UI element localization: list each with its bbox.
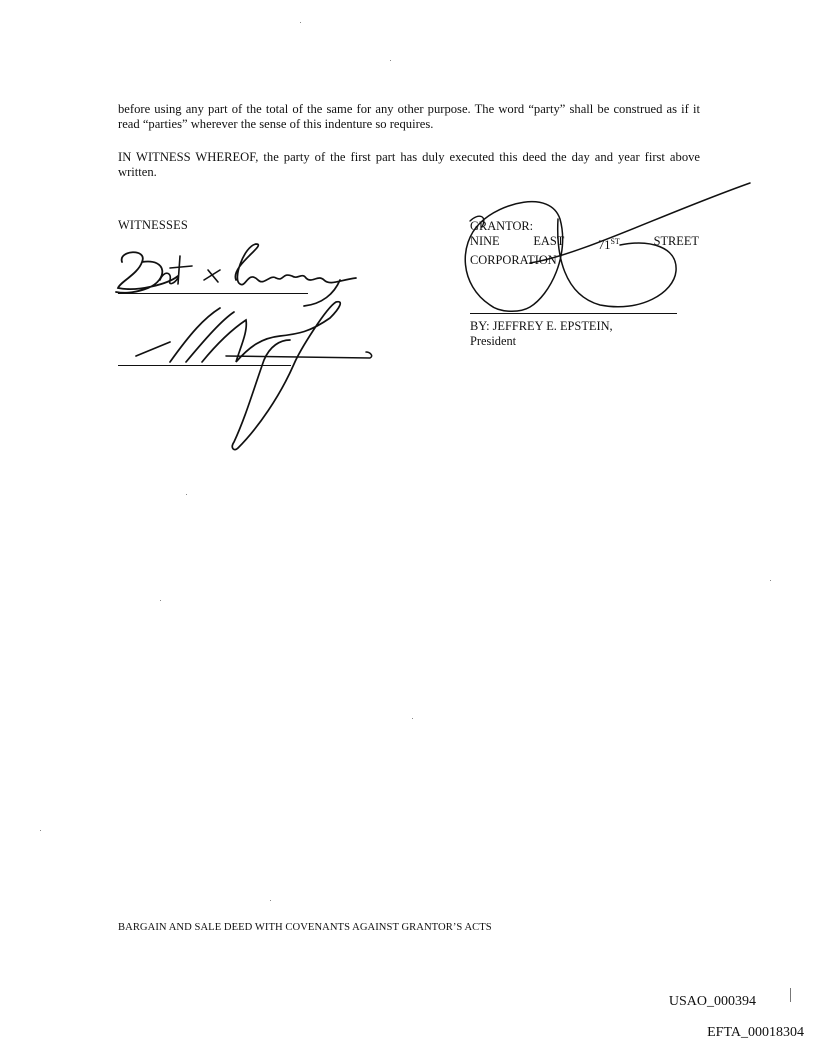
witness-signature-line-1 — [118, 293, 308, 294]
grantor-name-superscript: ST — [610, 237, 620, 246]
witnesses-label: WITNESSES — [118, 218, 188, 232]
scan-speck — [186, 494, 187, 495]
grantor-signature — [460, 175, 760, 325]
grantor-label: GRANTOR: — [470, 219, 534, 233]
deed-title-footer: BARGAIN AND SALE DEED WITH COVENANTS AGAINST GRANTOR’S ACTS — [118, 922, 492, 933]
scan-speck — [770, 580, 771, 581]
grantor-signature-line — [470, 313, 677, 314]
grantor-name-line-2: CORPORATION — [470, 253, 557, 268]
signer-block — [470, 319, 613, 349]
bates-number-usao: USAO_000394 — [668, 994, 756, 1009]
scan-mark — [790, 988, 791, 1002]
scan-speck — [270, 900, 271, 901]
grantor-name-word-nine: NINE — [470, 234, 500, 248]
scan-speck — [160, 600, 161, 601]
witness-signature-line-2 — [118, 365, 291, 366]
scan-speck — [40, 830, 41, 831]
signer-title: President — [470, 334, 517, 348]
witness-signature-2 — [130, 298, 380, 453]
scan-speck — [300, 22, 301, 23]
grantor-name-word-street: STREET — [653, 234, 699, 248]
signer-name: BY: JEFFREY E. EPSTEIN, — [470, 319, 613, 333]
grantor-name-word-number: 71ST — [598, 237, 620, 253]
closing-paragraph: before using any part of the total of the same for any other purpose. The word “party” shall be construed as if it read “parties” wherever the sense of this indenture so requires. — [118, 102, 700, 131]
scan-speck — [412, 718, 413, 719]
witness-whereof-paragraph: IN WITNESS WHEREOF, the party of the first part has duly executed this deed the day and year first above written. — [118, 150, 700, 179]
bates-number-efta: EFTA_00018304 — [707, 1025, 804, 1040]
grantor-name-word-east: EAST — [533, 234, 565, 248]
scan-speck — [390, 60, 391, 61]
